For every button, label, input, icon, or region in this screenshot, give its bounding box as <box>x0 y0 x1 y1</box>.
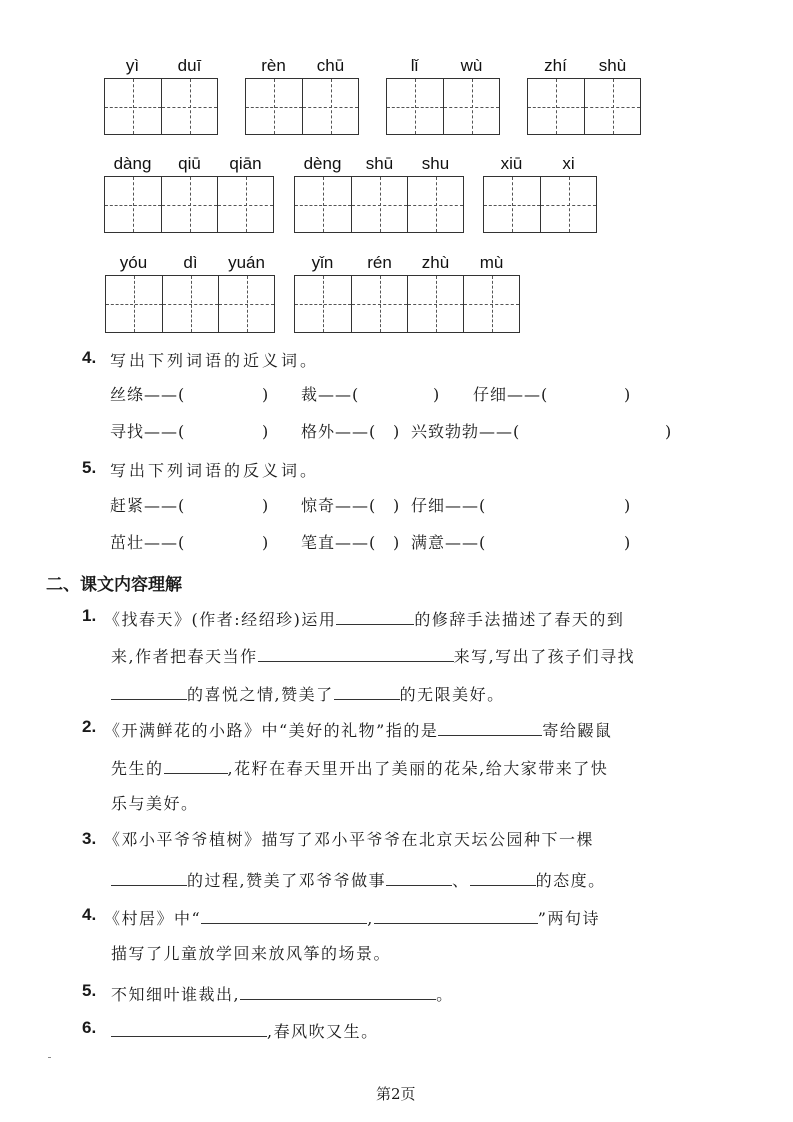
writing-grid[interactable] <box>105 275 275 333</box>
writing-grid[interactable] <box>294 176 464 233</box>
answer-blank[interactable] <box>111 867 187 886</box>
grid-cell[interactable] <box>484 177 540 232</box>
question-text: 《找春天》(作者:经绍珍)运用 <box>104 610 337 629</box>
writing-grid[interactable] <box>527 78 641 135</box>
question-text: 的修辞手法描述了春天的到 <box>414 610 625 629</box>
pinyin-label: xiū <box>500 154 523 173</box>
grid-cell[interactable] <box>162 276 218 332</box>
question-text: 不知细叶谁裁出, <box>111 985 241 1004</box>
question-text: 。 <box>436 985 454 1004</box>
answer-blank[interactable] <box>258 643 454 662</box>
question-line <box>111 981 454 1006</box>
pinyin-label: qiū <box>178 154 201 173</box>
word-item: 笔直——( <box>301 533 377 552</box>
writing-grid[interactable] <box>104 176 274 233</box>
question-line <box>104 829 594 851</box>
answer-paren-close[interactable]: ) <box>262 533 269 552</box>
answer-paren-close[interactable]: ) <box>624 496 631 515</box>
writing-grid[interactable] <box>245 78 359 135</box>
pinyin-label: mù <box>479 253 504 272</box>
word-item: 茁壮——( <box>110 533 186 552</box>
question-number: 1. <box>82 606 97 625</box>
pinyin-label: lǐ <box>410 56 419 75</box>
pinyin-label: zhí <box>544 56 567 75</box>
question-text: 的喜悦之情,赞美了 <box>187 685 334 704</box>
page-number: 第2页 <box>376 1085 416 1103</box>
question-text: 的无限美好。 <box>399 685 505 704</box>
answer-blank[interactable] <box>386 867 452 886</box>
question-number: 5. <box>82 458 97 477</box>
pinyin-label: yì <box>125 56 140 75</box>
pinyin-label: dì <box>183 253 198 272</box>
question-text: 《开满鲜花的小路》中“美好的礼物”指的是 <box>104 721 439 740</box>
grid-cell[interactable] <box>161 79 217 134</box>
grid-cell[interactable] <box>351 276 407 332</box>
question-text: 的过程,赞美了邓爷爷做事 <box>187 871 387 890</box>
answer-blank[interactable] <box>111 1018 267 1037</box>
question-text: 描写了儿童放学回来放风筝的场景。 <box>111 944 392 963</box>
answer-blank[interactable] <box>334 681 400 700</box>
word-item: 仔细——( <box>411 496 487 515</box>
question-title: 写出下列词语的近义词。 <box>110 351 320 370</box>
answer-paren-close[interactable]: ) <box>262 496 269 515</box>
writing-grid[interactable] <box>386 78 500 135</box>
question-line <box>111 755 608 780</box>
question-line <box>111 943 391 965</box>
pinyin-label: rèn <box>261 56 286 75</box>
writing-grid[interactable] <box>483 176 597 233</box>
grid-cell[interactable] <box>295 276 351 332</box>
question-text: ”两句诗 <box>537 909 600 928</box>
grid-cell[interactable] <box>528 79 584 134</box>
grid-cell[interactable] <box>161 177 217 232</box>
question-number: 6. <box>82 1018 97 1037</box>
grid-cell[interactable] <box>351 177 407 232</box>
word-item: 赶紧——( <box>110 496 186 515</box>
question-text: 的态度。 <box>535 871 606 890</box>
writing-grid[interactable] <box>104 78 218 135</box>
grid-cell[interactable] <box>218 276 274 332</box>
word-item: 仔细——( <box>473 385 549 404</box>
answer-blank[interactable] <box>438 717 542 736</box>
word-item: 满意——( <box>411 533 487 552</box>
question-text: 《邓小平爷爷植树》描写了邓小平爷爷在北京天坛公园种下一棵 <box>104 830 595 849</box>
grid-cell[interactable] <box>387 79 443 134</box>
pinyin-label: yóu <box>119 253 148 272</box>
question-number: 2. <box>82 717 97 736</box>
grid-cell[interactable] <box>246 79 302 134</box>
pinyin-label: qiān <box>229 154 262 173</box>
pinyin-label: xi <box>562 154 575 173</box>
stray-mark <box>48 1057 51 1058</box>
pinyin-label: dèng <box>303 154 342 173</box>
answer-paren-close[interactable]: ) <box>665 422 672 441</box>
answer-blank[interactable] <box>111 681 187 700</box>
writing-grid[interactable] <box>294 275 520 333</box>
question-text: , <box>367 909 374 928</box>
answer-paren-close[interactable]: ) <box>393 422 400 441</box>
grid-cell[interactable] <box>407 177 463 232</box>
pinyin-label: shu <box>421 154 450 173</box>
answer-blank[interactable] <box>470 867 536 886</box>
answer-paren-close[interactable]: ) <box>262 385 269 404</box>
question-line <box>111 793 199 815</box>
question-text: 寄给鼹鼠 <box>542 721 613 740</box>
word-item: 寻找——( <box>110 422 186 441</box>
grid-cell[interactable] <box>407 276 463 332</box>
question-number: 4. <box>82 905 97 924</box>
question-line <box>111 681 505 706</box>
word-item: 惊奇——( <box>301 496 377 515</box>
answer-paren-close[interactable]: ) <box>624 533 631 552</box>
question-number: 4. <box>82 348 97 367</box>
answer-paren-close[interactable]: ) <box>433 385 440 404</box>
grid-cell[interactable] <box>302 79 358 134</box>
answer-paren-close[interactable]: ) <box>393 533 400 552</box>
pinyin-label: wù <box>460 56 483 75</box>
question-line <box>111 643 635 668</box>
section-title: 二、课文内容理解 <box>46 575 182 595</box>
grid-cell[interactable] <box>295 177 351 232</box>
pinyin-label: dàng <box>113 154 152 173</box>
word-item: 格外——( <box>301 422 377 441</box>
pinyin-label: shū <box>365 154 394 173</box>
pinyin-label: chū <box>316 56 345 75</box>
grid-cell[interactable] <box>105 79 161 134</box>
question-text: 乐与美好。 <box>111 794 199 813</box>
answer-paren-close[interactable]: ) <box>393 496 400 515</box>
answer-blank[interactable] <box>164 755 228 774</box>
pinyin-label: yǐn <box>311 253 334 272</box>
word-item: 丝绦——( <box>110 385 186 404</box>
pinyin-label: zhù <box>421 253 450 272</box>
answer-blank[interactable] <box>336 606 414 625</box>
question-number: 5. <box>82 981 97 1000</box>
answer-blank[interactable] <box>374 905 538 924</box>
pinyin-label: shù <box>598 56 627 75</box>
question-line <box>104 606 624 631</box>
grid-cell[interactable] <box>106 276 162 332</box>
question-text: 来写,写出了孩子们寻找 <box>453 647 636 666</box>
question-line <box>111 1018 379 1043</box>
grid-cell[interactable] <box>463 276 519 332</box>
word-item: 裁——( <box>301 385 360 404</box>
answer-blank[interactable] <box>201 905 367 924</box>
answer-paren-close[interactable]: ) <box>262 422 269 441</box>
question-line <box>111 867 606 892</box>
question-text: 先生的 <box>111 759 164 778</box>
pinyin-label: rén <box>367 253 392 272</box>
pinyin-label: duī <box>177 56 202 75</box>
grid-cell[interactable] <box>540 177 596 232</box>
question-line <box>104 717 612 742</box>
answer-blank[interactable] <box>240 981 436 1000</box>
grid-cell[interactable] <box>217 177 273 232</box>
pinyin-label: yuán <box>228 253 265 272</box>
question-text: 来,作者把春天当作 <box>111 647 258 666</box>
grid-cell[interactable] <box>105 177 161 232</box>
question-line <box>104 905 600 930</box>
grid-cell[interactable] <box>443 79 499 134</box>
question-number: 3. <box>82 829 97 848</box>
answer-paren-close[interactable]: ) <box>624 385 631 404</box>
grid-cell[interactable] <box>584 79 640 134</box>
question-text: ,春风吹又生。 <box>267 1022 379 1041</box>
question-text: ,花籽在春天里开出了美丽的花朵,给大家带来了快 <box>227 759 609 778</box>
question-title: 写出下列词语的反义词。 <box>110 461 320 480</box>
question-text: 《村居》中“ <box>104 909 202 928</box>
question-text: 、 <box>452 871 470 890</box>
word-item: 兴致勃勃——( <box>411 422 521 441</box>
